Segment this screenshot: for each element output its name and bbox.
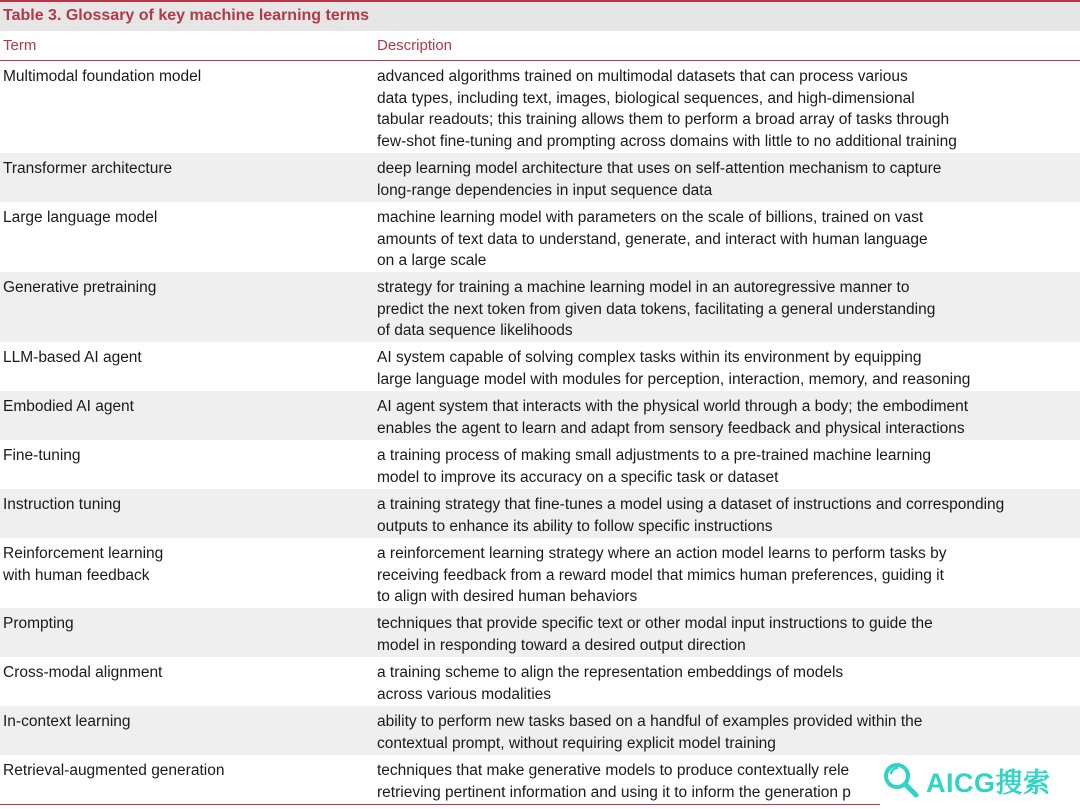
row-term: Embodied AI agent: [3, 398, 134, 415]
row-description: techniques that provide specific text or other modal input instructions to guide the model in responding toward a desired output direction: [377, 615, 933, 654]
row-description: a reinforcement learning strategy where an action model learns to perform tasks by receiving feedback from a reward model that mimics human preferences, guiding it to align with desired human behaviors: [377, 545, 947, 605]
table-row: [0, 538, 1080, 608]
row-term: Large language model: [3, 209, 158, 226]
table-row: [0, 153, 1080, 202]
table-row: [0, 272, 1080, 342]
row-term: Generative pretraining: [3, 279, 157, 296]
row-term: Instruction tuning: [3, 496, 122, 513]
row-term: LLM-based AI agent: [3, 349, 142, 366]
table-row: [0, 440, 1080, 489]
table-row: [0, 706, 1080, 755]
header-description: Description: [377, 37, 453, 54]
search-magnifier-icon: [880, 759, 922, 801]
row-description: a training scheme to align the representation embeddings of models across various modalities: [377, 664, 844, 703]
row-description: advanced algorithms trained on multimodal datasets that can process various data types, including text, images, biological sequences, and high-dimensional tabular readouts; this training allows them to perform a broad array of tasks through few-shot fine-tuning and prompting across domains with little to no additional training: [377, 68, 957, 150]
caption-title: Glossary of key machine learning terms: [65, 7, 370, 24]
caption-label: Table 3.: [3, 7, 62, 24]
row-term: Prompting: [3, 615, 74, 632]
row-description: deep learning model architecture that uses on self-attention mechanism to capture long-range dependencies in input sequence data: [377, 160, 942, 199]
row-description: a training process of making small adjustments to a pre-trained machine learning model to improve its accuracy on a specific task or dataset: [377, 447, 931, 486]
row-description: ability to perform new tasks based on a handful of examples provided within the contextual prompt, without requiring explicit model training: [377, 713, 923, 752]
watermark: [880, 755, 1080, 805]
table-row: [0, 657, 1080, 706]
row-description: techniques that make generative models to produce contextually rele retrieving pertinent information and using it to inform the generation p: [377, 762, 851, 801]
table-caption: [0, 0, 1080, 31]
row-description: AI system capable of solving complex tasks within its environment by equipping large language model with modules for perception, interaction, memory, and reasoning: [377, 349, 971, 388]
table-row: [0, 608, 1080, 657]
table-body: [0, 61, 1080, 804]
table-row: [0, 342, 1080, 391]
row-description: machine learning model with parameters on the scale of billions, trained on vast amounts of text data to understand, generate, and interact with human language on a large scale: [377, 209, 928, 269]
row-description: a training strategy that fine-tunes a model using a dataset of instructions and corresponding outputs to enhance its ability to follow specific instructions: [377, 496, 1005, 535]
row-description: strategy for training a machine learning model in an autoregressive manner to predict the next token from given data tokens, facilitating a general understanding of data sequence likelihoods: [377, 279, 936, 339]
row-term: Transformer architecture: [3, 160, 173, 177]
watermark-text: AICG搜索: [926, 767, 1051, 798]
row-term: Multimodal foundation model: [3, 68, 202, 85]
row-term: In-context learning: [3, 713, 131, 730]
table-row: [0, 489, 1080, 538]
row-term: Retrieval-augmented generation: [3, 762, 225, 779]
table-row: [0, 391, 1080, 440]
table-row: [0, 202, 1080, 272]
row-term: Cross-modal alignment: [3, 664, 163, 681]
row-term: Reinforcement learning with human feedback: [3, 545, 164, 584]
row-description: AI agent system that interacts with the physical world through a body; the embodiment enables the agent to learn and adapt from sensory feedback and physical interactions: [377, 398, 969, 437]
header-term: Term: [3, 37, 37, 54]
row-term: Fine-tuning: [3, 447, 81, 464]
table-header: [0, 33, 1080, 61]
table-row: [0, 61, 1080, 153]
